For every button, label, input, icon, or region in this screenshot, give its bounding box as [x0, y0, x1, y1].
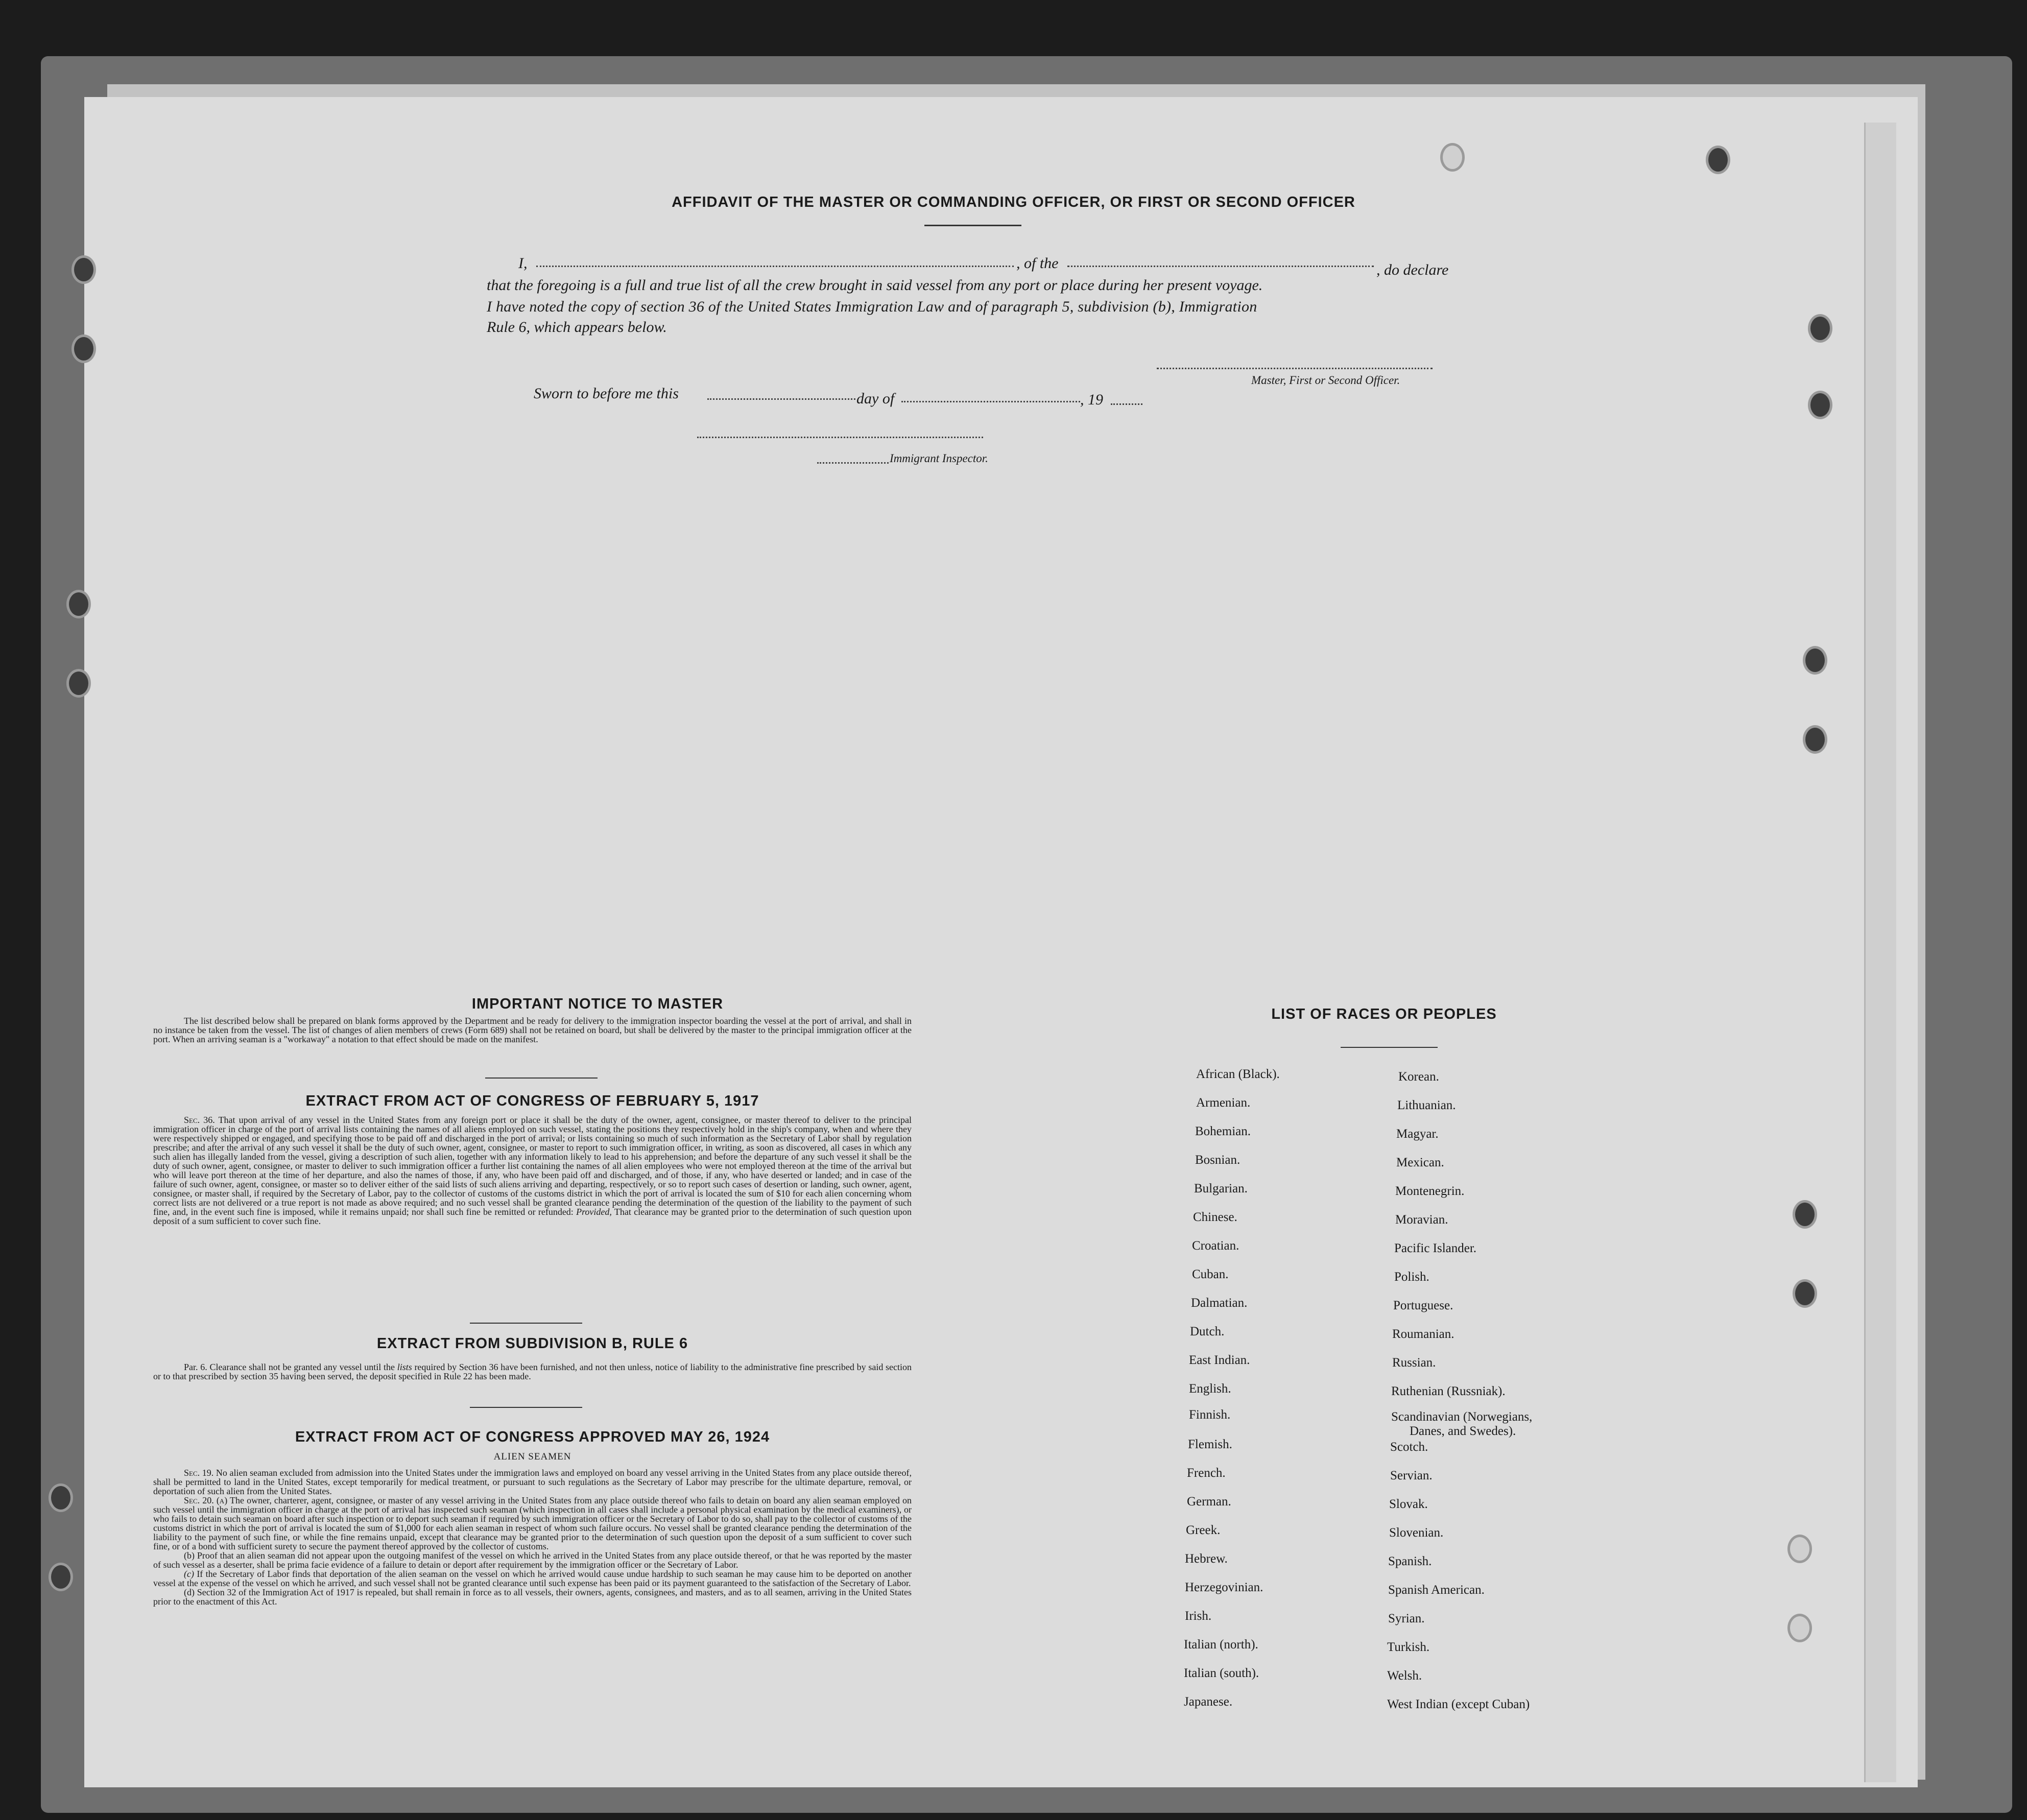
race-item: Bohemian. [1195, 1124, 1251, 1138]
race-item: Irish. [1185, 1609, 1212, 1623]
section-20c-text: If the Secretary of Labor finds that deportation of the alien seaman on the vessel on which he arrived would cause undue hardship to such seaman he may cause him to be deported on another vessel at the expense of the vessel on which he arrived, and such vessel shall not be granted clearance until such expense has been paid or its payment guaranteed to the satisfaction of the Secretary of Labor. [153, 1569, 912, 1588]
race-item: Greek. [1186, 1523, 1221, 1537]
race-item: Servian. [1390, 1469, 1433, 1482]
section-19-text: No alien seaman excluded from admission into the United States under the immigration laws and employed on board any vessel arriving in the United States from any place outside thereof, shall be permitted to land in the United States, except temporarily for medical treatment, or pursuant to such regulations as the Secretary of Labor may prescribe for the ultimate departure, removal, or deportation of such alien from the United States. [153, 1468, 912, 1496]
binder-hole-icon [1808, 391, 1832, 419]
binder-hole-icon [1793, 1200, 1817, 1229]
race-item: Italian (north). [1184, 1638, 1258, 1651]
sworn-year-field[interactable] [1111, 403, 1142, 405]
race-item: Magyar. [1396, 1127, 1439, 1141]
race-item: Dutch. [1190, 1325, 1225, 1338]
master-signature-label: Master, First or Second Officer. [1251, 374, 1400, 387]
race-item: Cuban. [1192, 1267, 1229, 1281]
provided-label: Provided, [576, 1207, 612, 1217]
binder-hole-icon [49, 1563, 73, 1591]
rule6-text-1: Clearance shall not be granted any vessel until the [209, 1362, 395, 1372]
race-item: Lithuanian. [1397, 1098, 1456, 1112]
race-item: East Indian. [1189, 1353, 1250, 1367]
affidavit-do-declare: , do declare [1376, 261, 1449, 278]
binder-hole-icon [1787, 1535, 1812, 1563]
race-item: Slovenian. [1389, 1526, 1444, 1540]
sworn-month-field[interactable] [901, 401, 1080, 402]
section-36-text: That upon arrival of any vessel in the United States from any foreign port or place it shall be the duty of the owner, agent, consignee, or master thereof to deliver to the principal immigration officer in charge of the port of arrival lists containing the names of all aliens employed on such vessel, stating the positions they respectively hold in the ship's company, when and where they were respectively shipped or engaged, and specifying those to be paid off and discharged in the port of arrival; or lists containing so much of such information as the Secretary of Labor shall by regulation prescribe; and after the arrival of any such vessel it shall be the duty of such owner, agent, consignee, or master to report to such immigration officer, in writing, as soon as discovered, all cases in which any such alien has illegally landed from the vessel, giving a description of such alien, together with any information likely to lead to his apprehension; and before the departure of any such vessel it shall be the duty of such owner, agent, consignee, or master to deliver to such immigration officer a further list containing the names of all alien employees who were not employed thereon at the time of the arrival but who will leave port thereon at the time of her departure, and also the names of those, if any, who have been paid off and discharged, and of those, if any, who have deserted or landed; and in case of the failure of such owner, agent, consignee, or master so to deliver either of the said lists of such aliens arriving and departing, respectively, or so to report such cases of desertion or landing, such owner, agent, consignee, or master shall, if required by the Secretary of Labor, pay to the collector of customs of the customs district in which the port of arrival is located the sum of $10 for each alien concerning whom correct lists are not delivered or a true report is not made as above required; and no such vessel shall be granted clearance pending the determination of the question of the liability to the payment of such fine, and, in the event such fine is imposed, while it remains unpaid; nor shall such fine be remitted or refunded: [153, 1115, 912, 1217]
binder-hole-icon [1793, 1279, 1817, 1308]
section-20a-text: The owner, charterer, agent, consignee, or master of any vessel arriving in the United States from any place outside thereof who fails to detain on board any alien seaman employed on such vessel until the immigration officer in charge at the port of arrival has inspected such seaman (which inspection in all cases shall include a personal physical examination by the medical examiners), or who fails to detain such seaman on board after such inspection or to deport such seaman if required by such immigration officer or the Secretary of Labor to do so, shall pay to the collector of customs of the customs district in which the port of arrival is located the sum of $1,000 for each alien seaman in respect of whom such failure occurs. No vessel shall be granted clearance pending the determination of the liability to the payment of such fine, or while the fine remains unpaid, except that clearance may be granted prior to the determination of such question upon the deposit of a sum sufficient to cover such fine, or of a bond with sufficient surety to secure the payment thereof approved by the collector of customs. [153, 1495, 912, 1551]
inspector-name-field[interactable] [817, 462, 889, 464]
notice-text: The list described below shall be prepared on blank forms approved by the Department and be ready for delivery to the immigration inspector boarding the vessel at the port of arrival, and shall in no instance be taken from the vessel. The list of changes of alien members of crews (Form 689) shall not be retained on board, but shall be delivered by the master to the principal immigration officer at the port. When an arriving seaman is a "workaway" a notation to that effect should be made on the manifest. [153, 1016, 912, 1044]
race-item: Mexican. [1396, 1156, 1444, 1169]
race-item: Pacific Islander. [1394, 1241, 1477, 1255]
race-item: Japanese. [1184, 1695, 1233, 1709]
race-item: Chinese. [1193, 1210, 1237, 1224]
page-edge-stack [1864, 123, 1896, 1782]
master-signature-field[interactable] [1157, 368, 1433, 369]
race-item: Welsh. [1387, 1669, 1422, 1683]
notice-rule [485, 1077, 598, 1079]
section-20a-label: Sec. 20. (a) [184, 1495, 228, 1505]
sworn-label: Sworn to before me this [534, 385, 679, 402]
affidavit-line-1: that the foregoing is a full and true list of all the crew brought in said vessel from any port or place during her present voyage. [487, 277, 1263, 294]
extract-rule6-title: EXTRACT FROM SUBDIVISION B, RULE 6 [376, 1335, 688, 1352]
race-item: French. [1187, 1466, 1226, 1480]
binder-hole-icon [1787, 1614, 1812, 1642]
alien-seamen-subtitle: ALIEN SEAMEN [493, 1451, 571, 1462]
affidavit-i-label: I, [518, 255, 528, 272]
section-20b-label: (b) [184, 1550, 195, 1561]
affidavit-line-3: Rule 6, which appears below. [487, 319, 667, 336]
section-20d-label: (d) [184, 1587, 195, 1597]
race-item: Finnish. [1189, 1408, 1231, 1422]
lists-word: lists [397, 1362, 412, 1372]
races-title: LIST OF RACES OR PEOPLES [1271, 1006, 1497, 1022]
race-item: Slovak. [1389, 1497, 1428, 1511]
race-item: Croatian. [1192, 1239, 1239, 1253]
notice-title: IMPORTANT NOTICE TO MASTER [471, 996, 724, 1012]
officer-name-field[interactable] [536, 266, 1014, 267]
race-item: Bulgarian. [1194, 1182, 1248, 1195]
section-36-label: Sec. 36. [184, 1115, 215, 1125]
section-20d-text: Section 32 of the Immigration Act of 1917 is repealed, but shall remain in force as to all vessels, their owners, agents, consignees, and masters, and as to all seamen, arriving in the United States prior to the enactment of this Act. [153, 1587, 912, 1607]
section-36-end: That clearance may be granted prior to the determination of such question upon deposit of a sum sufficient to cover such fine. [153, 1207, 912, 1226]
race-item: Danes, and Swedes). [1410, 1424, 1516, 1438]
race-item: Dalmatian. [1191, 1296, 1248, 1310]
inspector-label: Immigrant Inspector. [890, 452, 988, 465]
binder-hole-icon [71, 334, 96, 363]
binder-hole-icon [1803, 646, 1827, 675]
affidavit-line-2: I have noted the copy of section 36 of the United States Immigration Law and of paragraph 5, subdivision (b), Immigration [487, 298, 1257, 315]
race-item: Spanish American. [1388, 1583, 1485, 1597]
race-item: African (Black). [1196, 1067, 1280, 1081]
affidavit-of-the-label: , of the [1016, 255, 1059, 272]
race-item: Italian (south). [1184, 1666, 1259, 1680]
vessel-name-field[interactable] [1067, 266, 1374, 267]
race-item: Armenian. [1196, 1096, 1251, 1110]
extract-1917-text [153, 1115, 912, 1226]
extract-1924-title: EXTRACT FROM ACT OF CONGRESS APPROVED MAY 26, 1924 [295, 1429, 770, 1445]
binder-hole-icon [1706, 146, 1730, 174]
title-rule [924, 225, 1021, 226]
races-rule [1341, 1047, 1438, 1048]
race-item: Ruthenian (Russniak). [1391, 1384, 1506, 1398]
binder-hole-icon [49, 1483, 73, 1512]
extract-1924-text [153, 1468, 912, 1606]
race-item: Bosnian. [1195, 1153, 1241, 1167]
section-19-label: Sec. 19. [184, 1468, 214, 1478]
binder-hole-icon [1808, 314, 1832, 343]
race-item: Roumanian. [1392, 1327, 1454, 1341]
extract-1917-rule [470, 1323, 582, 1324]
day-of-label: day of [856, 390, 895, 407]
binder-hole-icon [1440, 143, 1465, 172]
race-item: Herzegovinian. [1185, 1580, 1263, 1594]
race-item: Syrian. [1388, 1612, 1425, 1625]
affidavit-title: AFFIDAVIT OF THE MASTER OR COMMANDING OFFICER, OR FIRST OR SECOND OFFICER [672, 194, 1355, 210]
race-item: Korean. [1398, 1070, 1439, 1084]
binder-hole-icon [71, 255, 96, 284]
race-item: Russian. [1392, 1356, 1436, 1370]
race-item: Polish. [1394, 1270, 1429, 1284]
rule6-text-2: required by Section 36 have been furnished, and not then unless, notice of liability to the administrative fine prescribed by said section or to that prescribed by section 35 having been served, the deposit specified in Rule 22 has been made. [153, 1362, 912, 1381]
race-item: Scandinavian (Norwegians, [1391, 1410, 1533, 1424]
extract-1917-title: EXTRACT FROM ACT OF CONGRESS OF FEBRUARY 5, 1917 [305, 1093, 759, 1109]
race-item: Moravian. [1395, 1213, 1448, 1227]
race-item: German. [1187, 1495, 1231, 1508]
par-6-label: Par. 6. [184, 1362, 207, 1372]
race-item: Hebrew. [1185, 1552, 1228, 1566]
inspector-signature-line[interactable] [697, 437, 983, 438]
year-prefix-label: , 19 [1080, 391, 1103, 408]
race-item: Scotch. [1390, 1440, 1428, 1454]
binder-hole-icon [66, 590, 91, 618]
binder-hole-icon [1803, 725, 1827, 754]
binder-hole-icon [66, 669, 91, 698]
sworn-day-field[interactable] [707, 398, 855, 400]
race-item: West Indian (except Cuban) [1387, 1697, 1530, 1711]
race-item: Flemish. [1188, 1438, 1232, 1451]
section-20c-label: (c) [184, 1569, 194, 1579]
race-item: English. [1189, 1382, 1231, 1396]
race-item: Spanish. [1388, 1554, 1432, 1568]
section-20b-text: Proof that an alien seaman did not appear upon the outgoing manifest of the vessel on which he arrived in the United States from any place outside thereof, or that he was reported by the master of such vessel as a deserter, shall be prima facie evidence of a failure to detain or deport after requirement by the immigration officer or the Secretary of Labor. [153, 1550, 912, 1570]
race-item: Montenegrin. [1395, 1184, 1465, 1198]
extract-rule6-text [153, 1362, 912, 1381]
race-item: Portuguese. [1393, 1299, 1453, 1312]
extract-rule6-rule [470, 1407, 582, 1408]
race-item: Turkish. [1387, 1640, 1430, 1654]
